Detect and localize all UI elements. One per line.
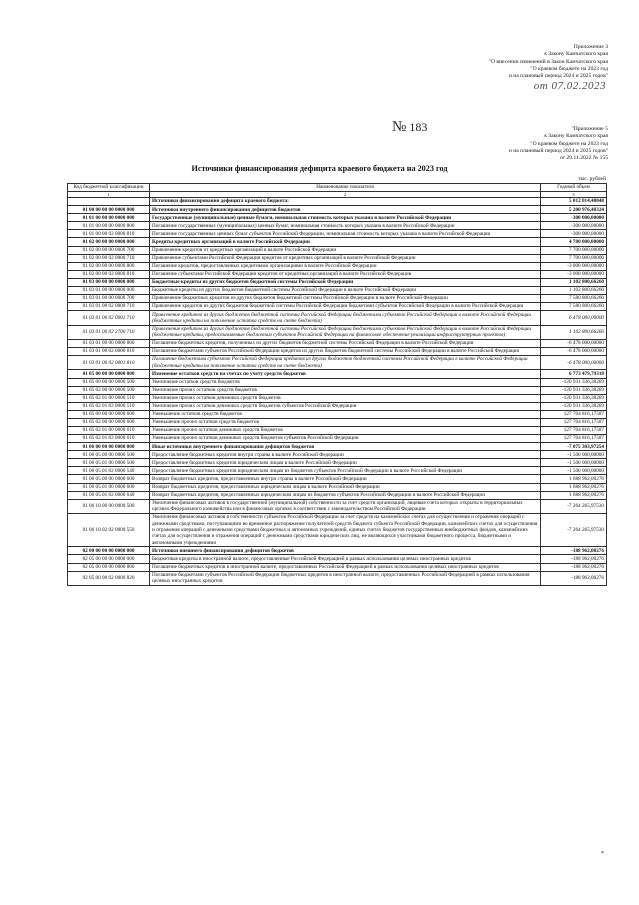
name-cell: Привлечение кредитов из других бюджетов бюджетной системы Российской Федерации бюджетами субъектов Российской Федерации в валюте Российской Федерации [150, 303, 541, 311]
code-cell: 02 00 00 00 00 0000 000 [68, 547, 150, 555]
value-cell: 1 102 800,66260 [541, 278, 607, 286]
units-label: тыс. рублей [578, 176, 606, 182]
value-cell: 7 700 000,00000 [541, 246, 607, 254]
table-row [68, 386, 607, 394]
table-row [68, 451, 607, 459]
header-line: к Закону Камчатского края [544, 51, 608, 58]
table-row [68, 356, 607, 370]
table-row [68, 295, 607, 303]
code-cell: 01 03 01 00 00 0000 700 [68, 295, 150, 303]
table-row [68, 459, 607, 467]
code-cell: 01 06 05 00 00 0000 600 [68, 475, 150, 483]
value-cell: -120 931 336,38269 [541, 386, 607, 394]
name-cell: Привлечение бюджетных кредитов из других бюджетов бюджетной системы Российской Федерации в валюте Российской Федерации [150, 295, 541, 303]
table-row [68, 547, 607, 555]
name-cell: Привлечение кредитов от кредитных организаций в валюте Российской Федерации [150, 246, 541, 254]
name-cell: Источники внутреннего финансирования дефицитов бюджетов [150, 206, 541, 214]
code-cell: 01 06 05 01 00 0000 500 [68, 459, 150, 467]
table-row [68, 555, 607, 563]
table-row [68, 222, 607, 230]
table-row [68, 475, 607, 483]
code-cell: 01 05 02 00 00 0000 500 [68, 386, 150, 394]
table-row [68, 286, 607, 294]
code-cell: 01 02 00 00 00 0000 000 [68, 238, 150, 246]
code-cell [68, 198, 150, 206]
name-cell: Бюджетные кредиты из других бюджетов бюджетной системы Российской Федерации [150, 278, 541, 286]
header-line: "Приложение 5 [571, 126, 608, 132]
code-cell: 02 05 00 00 02 0000 820 [68, 571, 150, 585]
table-row [68, 418, 607, 426]
appendix-5-header [288, 126, 608, 162]
code-cell: 01 06 10 00 00 0000 500 [68, 499, 150, 513]
table-row [68, 238, 607, 246]
code-cell: 01 06 05 01 02 0000 540 [68, 467, 150, 475]
name-cell: Привлечение кредитов из других бюджетов бюджетной системы Российской Федерации бюджетами субъектов Российской Федерации в валюте Российской Федерации (бюджетные кредиты, предоставляемые бюджетам субъектов Российской Федерации на финансовое обеспечение реализации инфраструктурных проектов) [150, 325, 541, 339]
table-row [68, 499, 607, 513]
column-header-value: Годовой объем [541, 184, 607, 192]
value-cell: -7 264 265,97530 [541, 499, 607, 513]
table-row [68, 370, 607, 378]
value-cell: 5 012 014,48048 [541, 198, 607, 206]
name-cell: Увеличение прочих остатков денежных средств бюджетов [150, 394, 541, 402]
value-cell: 1 688 962,00276 [541, 483, 607, 491]
table-row [68, 230, 607, 238]
name-cell: Кредиты кредитных организаций в валюте Российской Федерации [150, 238, 541, 246]
name-cell: Погашение субъектами Российской Федерации кредитов от кредитных организаций в валюте Российской Федерации [150, 270, 541, 278]
code-cell: 01 01 00 00 00 0000 000 [68, 214, 150, 222]
column-number: 3 [541, 192, 607, 198]
code-cell: 01 05 00 00 00 0000 500 [68, 378, 150, 386]
name-cell: Увеличение финансовых активов в собственности субъектов Российской Федерации за счет средств на казначейских счетах для осуществления и отражения операций с денежными средствами, поступающими во временное распоряжение получателей средств бюджета субъекта Российской Федерации, казначейских счетах для осуществления и отражения операций с денежными средствами бюджетных и автономных учреждений, единых счетах бюджетов государственных внебюджетных фондов, казначейских счетах для осуществления и отражения операций с денежными средствами юридических лиц, не являющихся участниками бюджетного процесса, бюджетными и автономными учреждениями [150, 514, 541, 547]
column-header-name: Наименование показателя [150, 184, 541, 192]
table-row [68, 483, 607, 491]
name-cell: Бюджетные кредиты в иностранной валюте, предоставленные Российской Федерацией в рамках использования целевых иностранных кредитов [150, 555, 541, 563]
number-value: 183 [409, 120, 428, 134]
name-cell: Уменьшение прочих остатков средств бюджетов [150, 418, 541, 426]
value-cell: 1 102 800,66260 [541, 286, 607, 294]
value-cell: -7 075 303,97254 [541, 443, 607, 451]
name-cell: Изменение остатков средств на счетах по учету средств бюджетов [150, 370, 541, 378]
code-cell: 01 02 00 00 02 0000 710 [68, 254, 150, 262]
table-row [68, 339, 607, 347]
code-cell: 01 03 01 00 02 0001 810 [68, 356, 150, 370]
header-line: "О краевом бюджете на 2023 год [530, 140, 608, 147]
name-cell: Уменьшение прочих остатков денежных средств бюджетов [150, 427, 541, 435]
table-row [68, 491, 607, 499]
value-cell: -300 000,00000 [541, 230, 607, 238]
table-row [68, 514, 607, 547]
name-cell: Погашение бюджетами субъектов Российской Федерации кредитов из других бюджетов бюджетной системы Российской Федерации в валюте Российской Федерации (бюджетные кредиты на пополнение остатка средств на счете бюджета) [150, 356, 541, 370]
code-cell: 01 06 05 01 02 0000 640 [68, 491, 150, 499]
value-cell: 127 704 816,17587 [541, 418, 607, 426]
value-cell: -6 478 000,00000 [541, 339, 607, 347]
name-cell: Погашение бюджетных кредитов в иностранной валюте, предоставленных Российской Федерацией в рамках использования целевых иностранных кредитов [150, 563, 541, 571]
value-cell: -120 931 336,38269 [541, 402, 607, 410]
document-title: Источники финансирования дефицита краевого бюджета на 2023 год [191, 164, 448, 173]
code-cell: 01 00 00 00 00 0000 000 [68, 206, 150, 214]
column-number: 1 [68, 192, 150, 198]
table-row [68, 410, 607, 418]
value-cell: 127 704 816,17587 [541, 427, 607, 435]
value-cell: 5 200 976,48324 [541, 206, 607, 214]
value-cell: 7 580 800,66260 [541, 295, 607, 303]
code-cell: 01 05 02 01 02 0000 510 [68, 402, 150, 410]
name-cell: Иные источники внутреннего финансирования дефицитов бюджетов [150, 443, 541, 451]
code-cell: 01 05 02 01 02 0000 610 [68, 435, 150, 443]
value-cell: -3 000 000,00000 [541, 262, 607, 270]
name-cell: Погашение кредитов, предоставленных кредитными организациями в валюте Российской Федерации [150, 262, 541, 270]
code-cell: 01 06 05 01 00 0000 600 [68, 483, 150, 491]
table-row [68, 435, 607, 443]
value-cell: -3 000 000,00000 [541, 270, 607, 278]
table-row [68, 571, 607, 585]
code-cell: 01 02 00 00 02 0000 810 [68, 270, 150, 278]
value-cell: 1 688 962,00276 [541, 475, 607, 483]
code-cell: 01 03 00 00 00 0000 000 [68, 278, 150, 286]
table-row [68, 443, 607, 451]
table-row [68, 262, 607, 270]
value-cell: -120 931 336,38269 [541, 378, 607, 386]
code-cell: 01 03 01 00 02 0001 710 [68, 311, 150, 325]
code-cell: 01 03 01 00 02 0000 710 [68, 303, 150, 311]
name-cell: Предоставление бюджетных кредитов внутри страны в валюте Российской Федерации [150, 451, 541, 459]
appendix-header [308, 44, 608, 80]
value-cell: -120 931 336,38269 [541, 394, 607, 402]
table-row [68, 278, 607, 286]
table-row [68, 402, 607, 410]
name-cell: Погашение государственных (муниципальных) ценных бумаг, номинальная стоимость которых указана в валюте Российской Федерации [150, 222, 541, 230]
name-cell: Погашение бюджетами субъектов Российской Федерации бюджетных кредитов в иностранной валюте, предоставленных Российской Федерацией в рамках использования целевых иностранных кредитов [150, 571, 541, 585]
code-cell: 01 05 00 00 00 0000 600 [68, 410, 150, 418]
code-cell: 01 03 01 00 02 2700 710 [68, 325, 150, 339]
header-line: и на плановый период 2024 и 2025 годов" [508, 147, 608, 154]
value-cell: 1 688 962,00276 [541, 491, 607, 499]
code-cell: 01 03 01 00 00 0000 000 [68, 286, 150, 294]
name-cell: Источники внешнего финансирования дефицитов бюджетов [150, 547, 541, 555]
name-cell: Возврат бюджетных кредитов, предоставленных юридическим лицам из бюджетов субъектов Российской Федерации в валюте Российской Федерации [150, 491, 541, 499]
table-row [68, 378, 607, 386]
name-cell: Предоставление бюджетных кредитов юридическим лицам из бюджетов субъектов Российской Федерации в валюте Российской Федерации [150, 467, 541, 475]
name-cell: Погашение бюджетами субъектов Российской Федерации кредитов из других бюджетов бюджетной системы Российской Федерации в валюте Российской Федерации [150, 348, 541, 356]
value-cell: -300 000,00000 [541, 214, 607, 222]
table-row [68, 206, 607, 214]
code-cell: 01 03 01 00 00 0000 800 [68, 339, 150, 347]
name-cell: Привлечение субъектами Российской Федерации кредитов от кредитных организаций в валюте Российской Федерации [150, 254, 541, 262]
value-cell: 7 580 800,66260 [541, 303, 607, 311]
code-cell: 01 05 02 00 00 0000 600 [68, 418, 150, 426]
value-cell: -188 962,00276 [541, 555, 607, 563]
code-cell: 01 06 00 00 00 0000 000 [68, 443, 150, 451]
value-cell: 7 700 000,00000 [541, 254, 607, 262]
name-cell: Увеличение прочих остатков денежных средств бюджетов субъектов Российской Федерации [150, 402, 541, 410]
table-row [68, 348, 607, 356]
name-cell: Увеличение прочих остатков средств бюджетов [150, 386, 541, 394]
value-cell: -188 962,00276 [541, 547, 607, 555]
table-row [68, 394, 607, 402]
table-row [68, 198, 607, 206]
name-cell: Погашение государственных ценных бумаг субъектов Российской Федерации, номинальная стоимость которых указана в валюте Российской Федерации [150, 230, 541, 238]
value-cell: 6 478 000,00000 [541, 311, 607, 325]
header-line: и на плановый период 2024 и 2025 годов" [508, 73, 608, 80]
code-cell: 01 06 05 00 00 0000 500 [68, 451, 150, 459]
code-cell: 01 02 00 00 00 0000 700 [68, 246, 150, 254]
code-cell: 01 01 00 00 02 0000 810 [68, 230, 150, 238]
table-row [68, 254, 607, 262]
table-header-row [68, 184, 607, 192]
value-cell: -300 000,00000 [541, 222, 607, 230]
value-cell: 127 704 816,17587 [541, 435, 607, 443]
name-cell: Привлечение кредитов из других бюджетов бюджетной системы Российской Федерации бюджетами субъектов Российской Федерации в валюте Российской Федерации (бюджетные кредиты на пополнение остатка средств на счете бюджета) [150, 311, 541, 325]
name-cell: Уменьшение прочих остатков денежных средств бюджетов субъектов Российской Федерации [150, 435, 541, 443]
code-cell: 01 05 00 00 00 0000 000 [68, 370, 150, 378]
code-cell: 01 03 01 00 02 0000 810 [68, 348, 150, 356]
value-cell: -6 478 000,00000 [541, 348, 607, 356]
code-cell: 02 05 00 00 00 0000 000 [68, 555, 150, 563]
column-header-code: Код бюджетной классификации [68, 184, 150, 192]
table-row [68, 246, 607, 254]
value-cell: -1 500 000,00000 [541, 451, 607, 459]
header-line: к Закону Камчатского края [544, 133, 608, 140]
value-cell: -6 478 000,00000 [541, 356, 607, 370]
financing-sources-table [67, 183, 607, 586]
table-row [68, 427, 607, 435]
value-cell: -1 500 000,00000 [541, 467, 607, 475]
table-row [68, 325, 607, 339]
table-row [68, 563, 607, 571]
header-line: от 29.11.2022 № 155 [559, 155, 608, 162]
code-cell: 02 05 00 00 00 0000 800 [68, 563, 150, 571]
table-body [68, 184, 607, 586]
code-cell: 01 05 02 01 00 0000 610 [68, 427, 150, 435]
header-line: "О краевом бюджете на 2023 год [530, 65, 608, 72]
value-cell: 1 102 800,66260 [541, 325, 607, 339]
footer-mark: * [601, 851, 604, 857]
name-cell: Увеличение остатков средств бюджетов [150, 378, 541, 386]
name-cell: Бюджетные кредиты из других бюджетов бюджетной системы Российской Федерации в валюте Российской Федерации [150, 286, 541, 294]
code-cell: 01 05 02 01 00 0000 510 [68, 394, 150, 402]
value-cell: 127 704 816,17587 [541, 410, 607, 418]
column-number: 2 [150, 192, 541, 198]
handwritten-date: от 07.02.2023 [533, 80, 606, 92]
name-cell: Уменьшение остатков средств бюджетов [150, 410, 541, 418]
code-cell: 01 02 00 00 00 0000 800 [68, 262, 150, 270]
name-cell: Государственные (муниципальные) ценные бумаги, номинальная стоимость которых указана в валюте Российской Федерации [150, 214, 541, 222]
value-cell: -7 264 265,97530 [541, 514, 607, 547]
name-cell: Увеличение финансовых активов в государственной (муниципальной) собственности за счет средств организаций, лицевые счета которых открыты в территориальных органах Федерального казначейства или в финансовых органах в соответствии с законодательством Российской Федерации [150, 499, 541, 513]
header-line: Приложение 3 [573, 44, 608, 50]
table-row [68, 311, 607, 325]
table-row [68, 270, 607, 278]
name-cell: Источники финансирования дефицита краевого бюджета: [150, 198, 541, 206]
name-cell: Возврат бюджетных кредитов, предоставленных юридическим лицам в валюте Российской Федерации [150, 483, 541, 491]
table-row [68, 303, 607, 311]
name-cell: Предоставление бюджетных кредитов юридическим лицам в валюте Российской Федерации [150, 459, 541, 467]
table-row [68, 467, 607, 475]
value-cell: 6 773 479,79318 [541, 370, 607, 378]
value-cell: -1 500 000,00000 [541, 459, 607, 467]
value-cell: -188 962,00276 [541, 571, 607, 585]
number-sign: № [392, 119, 407, 135]
value-cell: -188 962,00276 [541, 563, 607, 571]
code-cell: 01 06 10 02 02 0000 550 [68, 514, 150, 547]
value-cell: 4 700 000,00000 [541, 238, 607, 246]
name-cell: Погашение бюджетных кредитов, полученных из других бюджетов бюджетной системы Российской Федерации в валюте Российской Федерации [150, 339, 541, 347]
table-row [68, 214, 607, 222]
header-line: "О внесении изменений в Закон Камчатского края [488, 58, 608, 65]
name-cell: Возврат бюджетных кредитов, предоставленных внутри страны в валюте Российской Федерации [150, 475, 541, 483]
code-cell: 01 01 00 00 00 0000 800 [68, 222, 150, 230]
